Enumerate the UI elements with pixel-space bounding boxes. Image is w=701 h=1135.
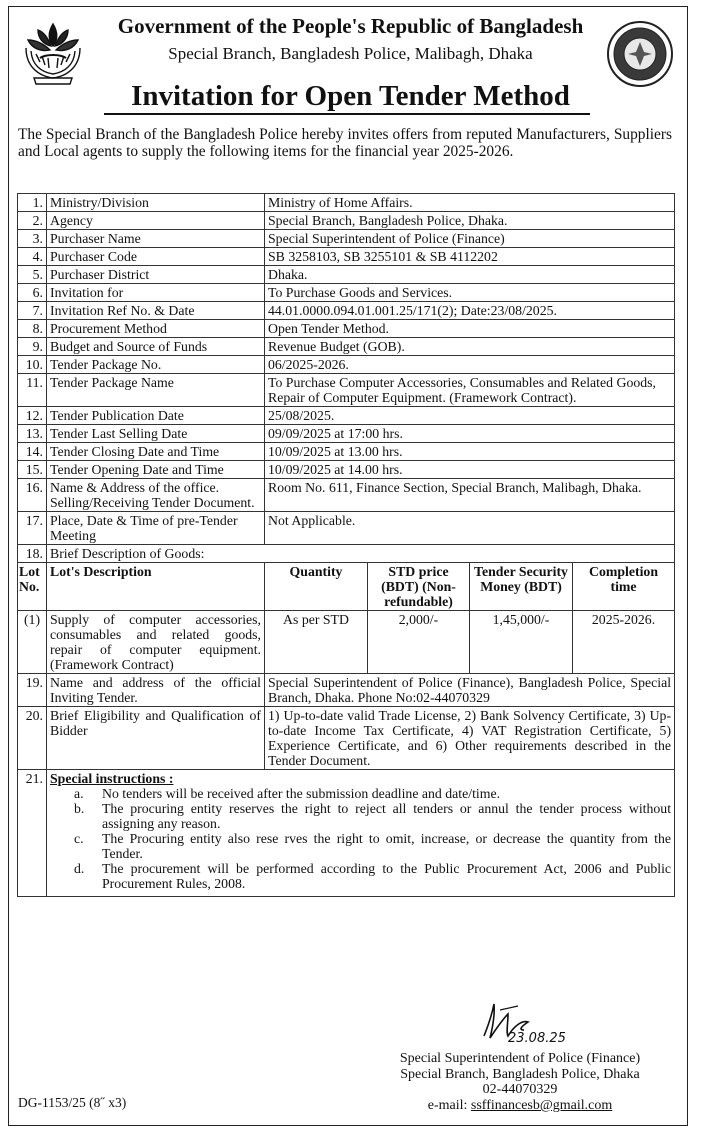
row-label: Brief Eligibility and Qualification of Bidder [47, 707, 265, 770]
col-quantity: Quantity [265, 563, 368, 611]
row-label: Invitation for [47, 284, 265, 302]
row-value: To Purchase Computer Accessories, Consumables and Related Goods, Repair of Computer Equipment. (Framework Contract). [265, 374, 675, 407]
row-label: Tender Last Selling Date [47, 425, 265, 443]
tail-section [18, 674, 675, 897]
tender-details-table [17, 193, 675, 897]
instruction-item [50, 786, 671, 801]
signatory-phone: 02-44070329 [482, 1082, 558, 1097]
instruction-text: The procuring entity reserves the right to reject all tenders or annul the tender process without assigning any reason. [102, 801, 672, 831]
official-row [18, 674, 675, 707]
instruction-item [50, 861, 671, 891]
row-value: Dhaka. [265, 266, 675, 284]
row-number: 16. [18, 479, 47, 512]
detail-row [18, 512, 675, 545]
row-value: 10/09/2025 at 13.00 hrs. [265, 443, 675, 461]
instruction-text: No tenders will be received after the submission deadline and date/time. [102, 786, 501, 801]
row-value: 1) Up-to-date valid Trade License, 2) Bank Solvency Certificate, 3) Up-to-date Income Tax Certificate, 4) VAT Registration Certificate, 5) Experience Certificate, and 6) Other requirements described in the Tender Document. [265, 707, 675, 770]
row-value: 09/09/2025 at 17:00 hrs. [265, 425, 675, 443]
email-link[interactable]: ssffinancesb@gmail.com [470, 1098, 613, 1113]
detail-row [18, 248, 675, 266]
detail-row [18, 338, 675, 356]
row-number: 10. [18, 356, 47, 374]
instruction-item [50, 831, 671, 861]
col-completion: Completion time [573, 563, 675, 611]
row-label: Budget and Source of Funds [47, 338, 265, 356]
row-value: Not Applicable. [265, 512, 675, 545]
row-label: Name and address of the official Inviting Tender. [47, 674, 265, 707]
row-label: Invitation Ref No. & Date [47, 302, 265, 320]
row-number: 13. [18, 425, 47, 443]
row-value: Room No. 611, Finance Section, Special Branch, Malibagh, Dhaka. [265, 479, 675, 512]
row-number: 14. [18, 443, 47, 461]
instruction-list [50, 786, 671, 891]
row-number: 6. [18, 284, 47, 302]
row-label: Tender Package Name [47, 374, 265, 407]
notice-title: Invitation for Open Tender Method [131, 80, 570, 112]
row-value: 06/2025-2026. [265, 356, 675, 374]
government-title: Government of the People's Republic of Bangladesh [117, 14, 584, 38]
signatory-email-line [370, 1098, 670, 1114]
row-label: Purchaser Name [47, 230, 265, 248]
special-instructions-row [18, 770, 675, 897]
row-label: Tender Package No. [47, 356, 265, 374]
detail-row [18, 374, 675, 407]
row-value: 44.01.0000.094.01.001.25/171(2); Date:23/08/2025. [265, 302, 675, 320]
row-value: 25/08/2025. [265, 407, 675, 425]
row-label: Tender Opening Date and Time [47, 461, 265, 479]
detail-row [18, 212, 675, 230]
row-label: Procurement Method [47, 320, 265, 338]
tender-rows [18, 194, 675, 545]
row-number: 5. [18, 266, 47, 284]
row-label: Name & Address of the office. Selling/Receiving Tender Document. [47, 479, 265, 512]
detail-row [18, 356, 675, 374]
row-value: To Purchase Goods and Services. [265, 284, 675, 302]
goods-header-row [18, 563, 675, 611]
row-label: Place, Date & Time of pre-Tender Meeting [47, 512, 265, 545]
row-value: SB 3258103, SB 3255101 & SB 4112202 [265, 248, 675, 266]
signatory-designation: Special Superintendent of Police (Finance) [399, 1051, 641, 1066]
row-value: Special Branch, Bangladesh Police, Dhaka. [265, 212, 675, 230]
signatory-block [370, 1051, 670, 1098]
signature-date: 23.08.25 [508, 1031, 566, 1046]
detail-row [18, 194, 675, 212]
row-value: Special Superintendent of Police (Finance) [265, 230, 675, 248]
row-value: Revenue Budget (GOB). [265, 338, 675, 356]
col-security: Tender Security Money (BDT) [470, 563, 573, 611]
detail-row [18, 479, 675, 512]
row-label: Purchaser Code [47, 248, 265, 266]
row-number: 11. [18, 374, 47, 407]
row-number: 18. [18, 545, 47, 563]
row-number: 17. [18, 512, 47, 545]
row-label: Tender Publication Date [47, 407, 265, 425]
detail-row [18, 266, 675, 284]
row-label: Agency [47, 212, 265, 230]
row-label: Purchaser District [47, 266, 265, 284]
lot-completion: 2025-2026. [573, 611, 675, 674]
row-number: 8. [18, 320, 47, 338]
detail-row [18, 461, 675, 479]
email-label: e-mail: [427, 1098, 468, 1113]
row-value: 10/09/2025 at 14.00 hrs. [265, 461, 675, 479]
special-instructions [47, 770, 675, 897]
special-instructions-title: Special instructions : [50, 771, 174, 786]
row-number: 21. [18, 770, 47, 897]
row-number: 7. [18, 302, 47, 320]
detail-row [18, 320, 675, 338]
detail-row [18, 302, 675, 320]
footer-code: DG-1153/25 (8˝ x3) [18, 1095, 127, 1110]
col-description: Lot's Description [47, 563, 265, 611]
instruction-letter: d. [74, 861, 85, 876]
goods-heading-row [18, 545, 675, 563]
detail-row [18, 284, 675, 302]
row-value: Special Superintendent of Police (Finance), Bangladesh Police, Special Branch, Dhaka. Phone No:02-44070329 [265, 674, 675, 707]
instruction-letter: c. [74, 831, 84, 846]
signatory-office: Special Branch, Bangladesh Police, Dhaka [400, 1066, 640, 1082]
instruction-letter: a. [74, 786, 84, 801]
detail-row [18, 425, 675, 443]
row-number: 20. [18, 707, 47, 770]
row-number: 4. [18, 248, 47, 266]
detail-row [18, 230, 675, 248]
row-number: 9. [18, 338, 47, 356]
detail-row [18, 407, 675, 425]
col-std-price: STD price (BDT) (Non-refundable) [368, 563, 470, 611]
row-number: 3. [18, 230, 47, 248]
goods-heading: Brief Description of Goods: [47, 545, 675, 563]
col-lot-no: Lot No. [18, 563, 47, 611]
row-value: Ministry of Home Affairs. [265, 194, 675, 212]
title-underline [104, 113, 590, 115]
row-number: 2. [18, 212, 47, 230]
row-number: 15. [18, 461, 47, 479]
goods-section [18, 545, 675, 674]
intro-paragraph: The Special Branch of the Bangladesh Police hereby invites offers from reputed Manufacturers, Suppliers and Local agents to supply the following items for the financial year 2025-2026. [18, 126, 672, 160]
goods-lot-row [18, 611, 675, 674]
lot-no: (1) [18, 611, 47, 674]
instruction-text: The Procuring entity also rese rves the right to omit, increase, or decrease the quantity from the Tender. [102, 831, 672, 861]
eligibility-row [18, 707, 675, 770]
lot-std-price: 2,000/- [368, 611, 470, 674]
office-subtitle: Special Branch, Bangladesh Police, Malibagh, Dhaka [168, 44, 533, 63]
instruction-item [50, 801, 671, 831]
instruction-text: The procurement will be performed according to the Public Procurement Act, 2006 and Public Procurement Rules, 2008. [102, 861, 672, 891]
lot-security: 1,45,000/- [470, 611, 573, 674]
lot-description: Supply of computer accessories, consumables and related goods, repair of computer equipment. (Framework Contract) [47, 611, 265, 674]
row-label: Tender Closing Date and Time [47, 443, 265, 461]
instruction-letter: b. [74, 801, 85, 816]
lot-quantity: As per STD [265, 611, 368, 674]
row-number: 1. [18, 194, 47, 212]
row-value: Open Tender Method. [265, 320, 675, 338]
row-label: Ministry/Division [47, 194, 265, 212]
detail-row [18, 443, 675, 461]
row-number: 19. [18, 674, 47, 707]
row-number: 12. [18, 407, 47, 425]
